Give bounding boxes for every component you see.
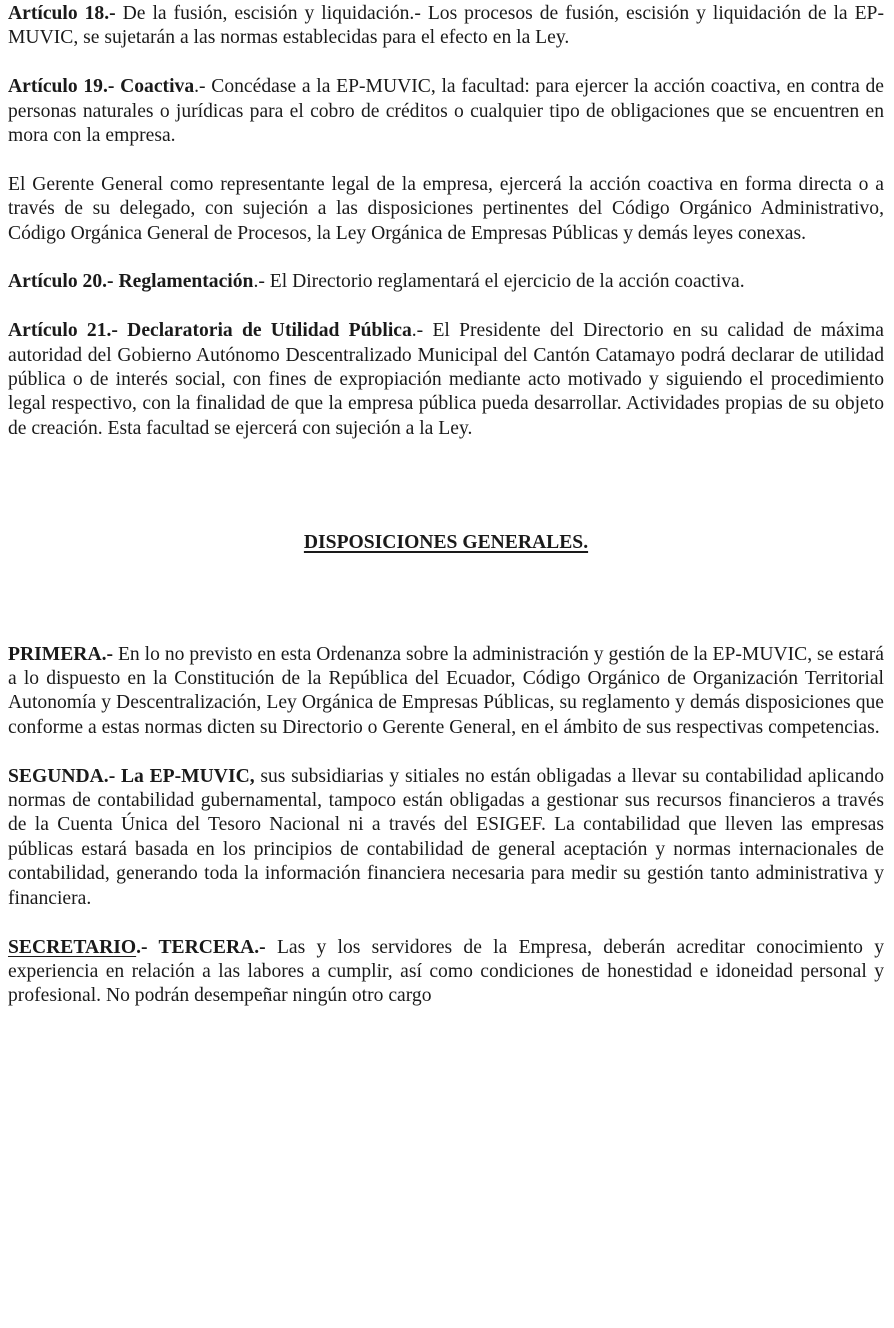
article-title: Declaratoria de Utilidad Pública (127, 320, 412, 342)
article-text: .- Concédase a la EP-MUVIC, la facultad: para ejercer la acción coactiva, en contra de personas naturales o jurídicas para el cobro de créditos o cualquier tipo de obligaciones que se encuentren en mora con la empresa. (8, 76, 884, 147)
provision-tercera (8, 936, 884, 1009)
provision-primera (8, 643, 884, 741)
article-19 (8, 75, 884, 148)
article-21 (8, 319, 884, 441)
section-heading: DISPOSICIONES GENERALES. (303, 532, 589, 554)
provision-prefix: SECRETARIO (8, 936, 137, 958)
article-text: .- El Presidente del Directorio en su calidad de máxima autoridad del Gobierno Autónomo Descentralizado Municipal del Cantón Catamayo podrá declarar de utilidad pública o de interés social, con fines de expropiación mediante acto motivado y siguiendo el procedimiento legal respectivo, con la finalidad de que la empresa pública pueda desarrollar. Actividades propias de su objeto de creación. Esta facultad se ejercerá con sujeción a la Ley. (8, 320, 884, 439)
article-title: Reglamentación (118, 271, 254, 293)
article-number: Artículo 21.- (8, 320, 118, 342)
article-18 (8, 2, 884, 51)
provision-text: En lo no previsto en esta Ordenanza sobre la administración y gestión de la EP-MUVIC, se estará a lo dispuesto en la Constitución de la República del Ecuador, Código Orgánico de Organización Territorial Autonomía y Descentralización, Ley Orgánica de Empresas Públicas, su reglamento y demás disposiciones que conforme a estas normas dicten su Directorio o Gerente General, en el ámbito de sus respectivas competencias. (8, 643, 884, 738)
provision-label: SEGUNDA.- La EP-MUVIC, (8, 765, 255, 787)
article-19-paragraph-2 (8, 173, 884, 246)
provision-label: .- TERCERA.- (136, 936, 266, 958)
article-text: De la fusión, escisión y liquidación.- Los procesos de fusión, escisión y liquidación de la EP-MUVIC, se sujetarán a las normas establecidas para el efecto en la Ley. (8, 3, 884, 49)
article-20 (8, 270, 884, 294)
article-number: Artículo 19.- (8, 76, 115, 98)
article-number: Artículo 18.- (8, 3, 116, 24)
article-title: Coactiva (120, 76, 195, 98)
document-page (8, 2, 884, 1009)
provision-segunda (8, 765, 884, 911)
article-text: .- El Directorio reglamentará el ejercicio de la acción coactiva. (253, 271, 745, 293)
provision-label: PRIMERA.- (8, 643, 114, 665)
provision-text: sus subsidiarias y sitiales no están obligadas a llevar su contabilidad aplicando normas de contabilidad gubernamental, tampoco están obligadas a gestionar sus recursos financieros a través de la Cuenta Única del Tesoro Nacional ni a través del ESIGEF. La contabilidad que lleven las empresas públicas estará basada en los principios de contabilidad de general aceptación y normas internacionales de contabilidad, generando toda la información financiera necesaria para medir su gestión tanto administrativa y financiera. (8, 765, 885, 909)
article-text: El Gerente General como representante legal de la empresa, ejercerá la acción coactiva en forma directa o a través de su delegado, con sujeción a las disposiciones pertinentes del Código Orgánico Administrativo, Código Orgánica General de Procesos, la Ley Orgánica de Empresas Públicas y demás leyes conexas. (8, 173, 884, 244)
article-number: Artículo 20.- (8, 271, 114, 293)
section-heading-block (8, 531, 884, 555)
provision-text: Las y los servidores de la Empresa, deberán acreditar conocimiento y experiencia en relación a las labores a cumplir, así como condiciones de honestidad e idoneidad personal y profesional. No podrán desempeñar ningún otro cargo (8, 936, 884, 1007)
